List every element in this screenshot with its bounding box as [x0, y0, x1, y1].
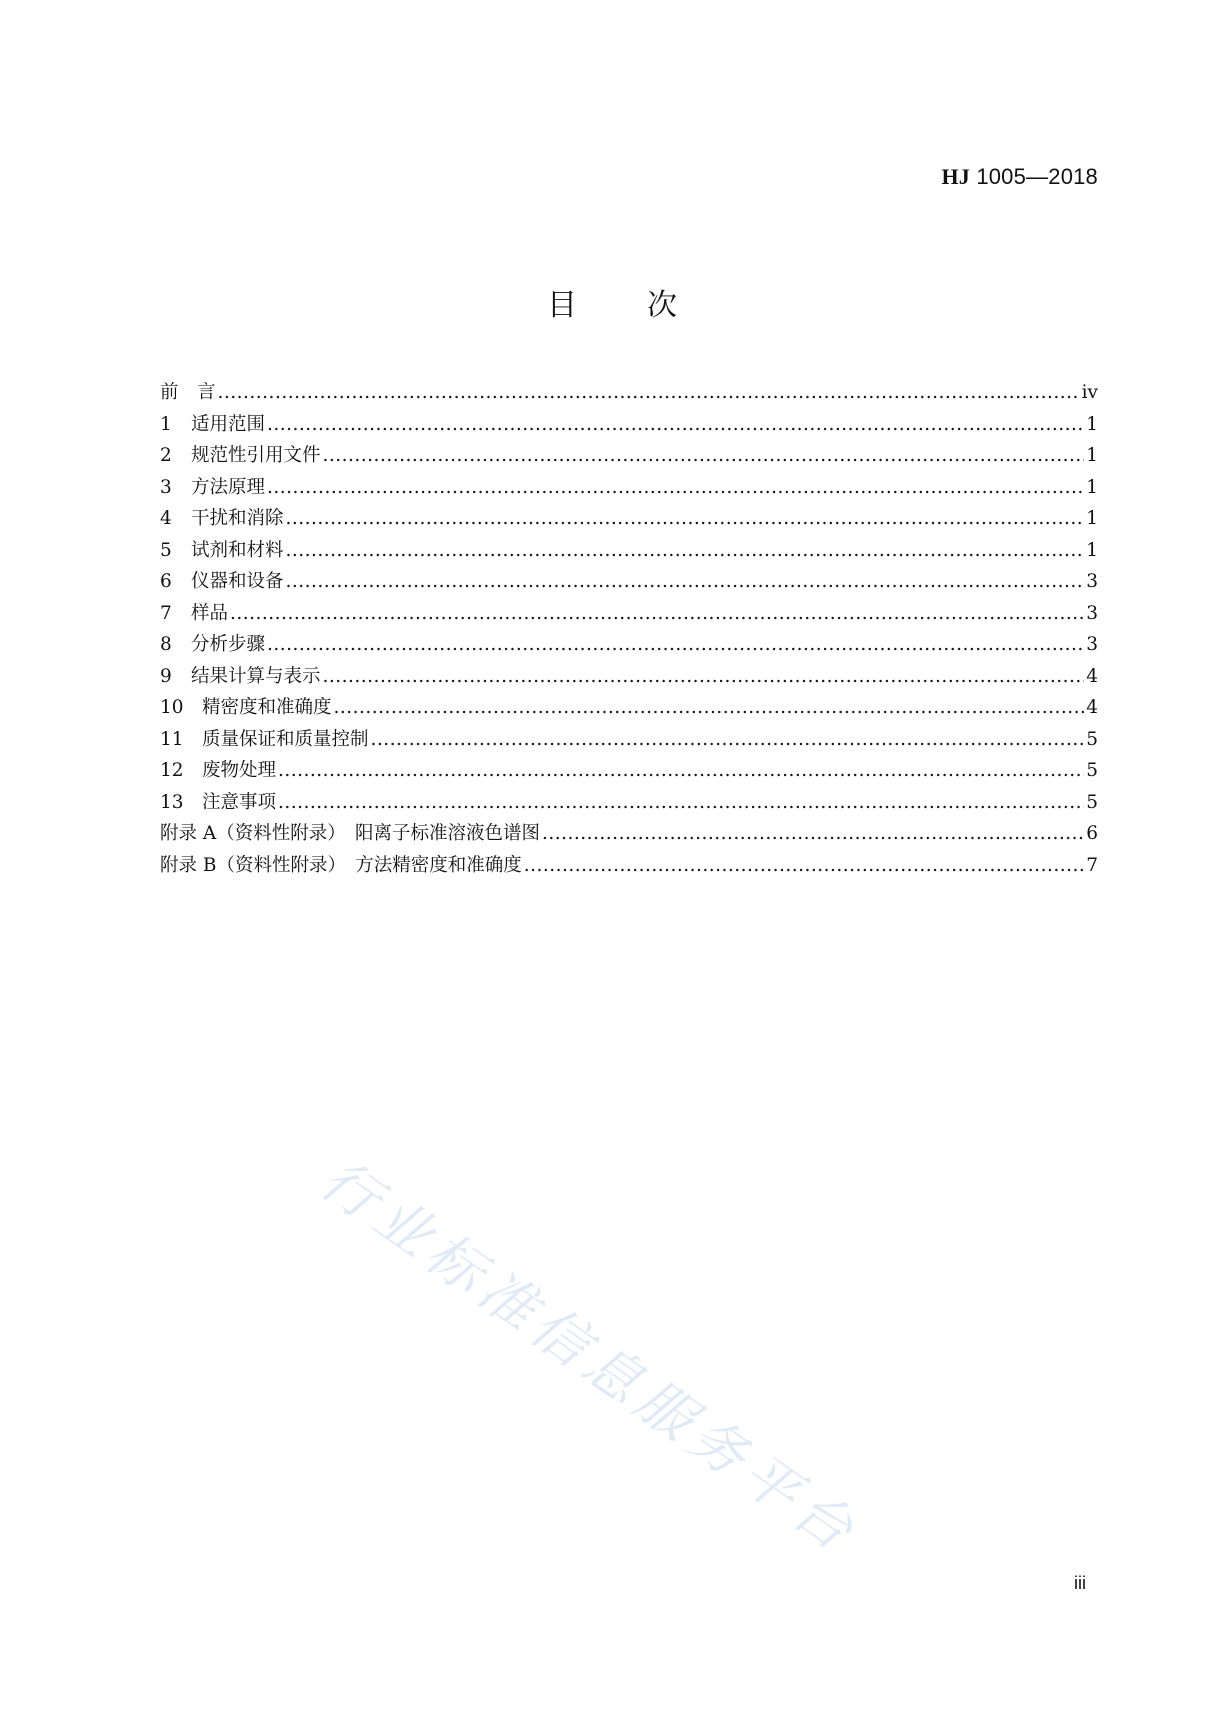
toc-entry-page: 5 — [1086, 760, 1098, 781]
toc-entry-6[interactable] — [160, 566, 1098, 598]
toc-entry-label: 精密度和准确度 — [202, 697, 332, 718]
document-code-prefix: HJ — [941, 164, 970, 189]
toc-entry-page: 6 — [1086, 823, 1098, 844]
toc-entry-label: 方法原理 — [191, 476, 266, 498]
toc-entry-page: 1 — [1086, 476, 1098, 498]
document-code — [941, 164, 1098, 190]
toc-entry-page: 1 — [1086, 445, 1098, 466]
toc-entry-number: 1 — [160, 413, 172, 435]
toc-entry-number: 3 — [160, 476, 172, 498]
toc-entry-label: 样品 — [191, 602, 229, 624]
toc-entry-label: 注意事项 — [202, 791, 277, 813]
toc-entry-page: 5 — [1086, 728, 1098, 750]
toc-leader-dots — [267, 629, 1084, 661]
toc-leader-dots — [524, 850, 1084, 882]
toc-entry-12[interactable] — [160, 755, 1098, 787]
toc-entry-label: 规范性引用文件 — [191, 445, 321, 466]
toc-entry-4[interactable] — [160, 503, 1098, 535]
toc-entry-number: 7 — [160, 602, 172, 624]
toc-entry-page: 7 — [1086, 854, 1098, 876]
toc-entry-label: 附录 B（资料性附录） 方法精密度和准确度 — [160, 854, 522, 876]
toc-entry-page: 3 — [1086, 634, 1098, 655]
toc-leader-dots — [542, 818, 1084, 850]
page-title-char-2: 次 — [647, 288, 677, 323]
toc-entry-number: 4 — [160, 508, 172, 529]
toc-entry-label: 仪器和设备 — [191, 571, 284, 592]
toc-entry-label: 结果计算与表示 — [191, 665, 321, 687]
toc-entry-label: 质量保证和质量控制 — [202, 728, 369, 750]
toc-entry-1[interactable] — [160, 409, 1098, 441]
toc-entry-label: 试剂和材料 — [191, 539, 284, 561]
toc-entry-page: 3 — [1086, 602, 1098, 624]
toc-entry-number: 2 — [160, 445, 172, 466]
toc-leader-dots — [323, 661, 1085, 693]
toc-entry-number: 5 — [160, 539, 172, 561]
toc-entry-page: 5 — [1086, 791, 1098, 813]
toc-entry-label: 附录 A（资料性附录） 阳离子标准溶液色谱图 — [160, 823, 540, 844]
toc-entry-page: 1 — [1086, 413, 1098, 435]
toc-entry-number: 9 — [160, 665, 172, 687]
toc-leader-dots — [267, 472, 1084, 504]
toc-entry-number: 6 — [160, 571, 172, 592]
toc-entry-label: 前 言 — [160, 382, 216, 403]
toc-entry-foreword[interactable] — [160, 377, 1098, 409]
toc-entry-5[interactable] — [160, 535, 1098, 567]
toc-entry-page: 1 — [1086, 508, 1098, 529]
toc-leader-dots — [267, 409, 1084, 441]
toc-entry-number: 11 — [160, 728, 184, 750]
toc-entry-appendix-a[interactable] — [160, 818, 1098, 850]
document-code-number: 1005—2018 — [976, 164, 1098, 189]
page-title — [0, 280, 1224, 324]
toc-entry-3[interactable] — [160, 472, 1098, 504]
toc-leader-dots — [323, 440, 1085, 472]
toc-entry-11[interactable] — [160, 724, 1098, 756]
toc-leader-dots — [278, 787, 1084, 819]
toc-entry-label: 适用范围 — [191, 413, 266, 435]
toc-entry-number: 12 — [160, 760, 184, 781]
table-of-contents — [160, 377, 1098, 881]
toc-entry-page: 4 — [1086, 665, 1098, 687]
toc-entry-page: 4 — [1086, 697, 1098, 718]
toc-entry-2[interactable] — [160, 440, 1098, 472]
toc-leader-dots — [230, 598, 1084, 630]
toc-leader-dots — [286, 535, 1085, 567]
toc-entry-label: 废物处理 — [202, 760, 277, 781]
toc-leader-dots — [286, 566, 1085, 598]
toc-leader-dots — [371, 724, 1085, 756]
toc-leader-dots — [218, 377, 1080, 409]
toc-entry-label: 分析步骤 — [191, 634, 266, 655]
toc-leader-dots — [278, 755, 1084, 787]
toc-entry-number: 13 — [160, 791, 184, 813]
toc-leader-dots — [286, 503, 1085, 535]
toc-entry-number: 10 — [160, 697, 184, 718]
toc-entry-appendix-b[interactable] — [160, 850, 1098, 882]
toc-entry-9[interactable] — [160, 661, 1098, 693]
toc-entry-page: 1 — [1086, 539, 1098, 561]
toc-leader-dots — [334, 692, 1085, 724]
toc-entry-10[interactable] — [160, 692, 1098, 724]
toc-entry-page: iv — [1081, 382, 1098, 403]
toc-entry-8[interactable] — [160, 629, 1098, 661]
watermark: 行业标准信息服务平台 — [308, 1147, 871, 1568]
toc-entry-label: 干扰和消除 — [191, 508, 284, 529]
page-number: iii — [1074, 1573, 1086, 1593]
toc-entry-number: 8 — [160, 634, 172, 655]
page-title-char-1: 目 — [547, 288, 577, 323]
toc-entry-7[interactable] — [160, 598, 1098, 630]
toc-entry-page: 3 — [1086, 571, 1098, 592]
toc-entry-13[interactable] — [160, 787, 1098, 819]
